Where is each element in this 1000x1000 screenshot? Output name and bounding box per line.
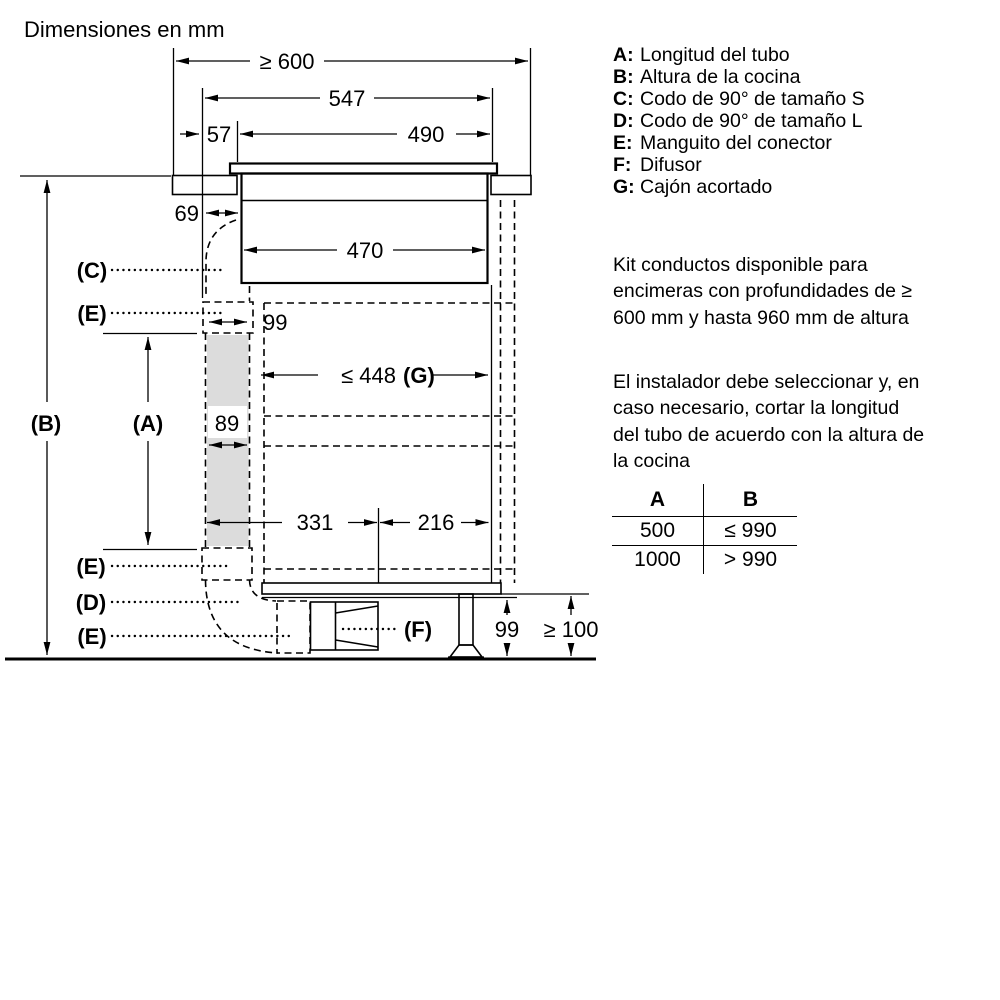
label-f: (F) [403,617,433,642]
label-e2-leader [76,554,227,579]
dim-57-value: 57 [206,122,232,147]
legend-text-a: Longitud del tubo [640,44,790,66]
label-e3: (E) [77,624,107,649]
dim-448-drawer [261,363,488,388]
dim-a-tube [103,334,197,550]
note-installer-line: caso necesario, cortar la longitud [613,397,900,420]
note-kit [613,252,985,331]
elbow-l [206,580,279,653]
dim-100-min [544,596,599,656]
note-kit-line: 600 mm y hasta 960 mm de altura [613,306,909,329]
dim-depth-600-value: ≥ 600 [259,49,315,74]
legend-item-f [613,154,865,176]
dim-89-value: 89 [214,411,240,436]
legend-item-e [613,132,865,154]
label-c-leader [77,258,222,283]
cooktop-glass [230,164,497,174]
legend-text-f: Difusor [640,154,702,176]
label-b: (B) [30,411,62,436]
label-d-leader [76,590,240,615]
dim-448-value: ≤ 448 [341,363,396,388]
dim-99-bottom-value: 99 [494,617,520,642]
diffuser [311,602,433,650]
table-cell: ≤ 990 [704,516,797,545]
note-kit-line: Kit conductos disponible para [613,254,868,276]
dim-547-value: 547 [328,86,366,111]
legend-item-g [613,176,865,198]
legend-item-b [613,66,865,88]
legend-key-a: A: [613,44,634,66]
legend-text-g: Cajón acortado [640,176,773,198]
legend-key-d: D: [613,110,634,132]
dim-57-490 [180,121,490,162]
legend-key-g: G: [613,176,635,198]
dim-b-height [31,180,62,655]
cooktop [230,164,497,284]
elbow-s [206,220,250,301]
table-cell: 1000 [612,545,704,574]
legend-text-e: Manguito del conector [640,132,832,154]
dim-490-value: 490 [407,122,445,147]
label-e3-leader [77,624,292,649]
dim-470-value: 470 [346,238,384,263]
table-header-a: A [612,484,704,516]
dim-470 [244,238,485,263]
table-cell: > 990 [704,545,797,574]
label-a: (A) [132,411,164,436]
worktop-section-left [173,176,238,195]
page-title: Dimensiones en mm [24,17,225,42]
table-header-b: B [742,488,759,511]
table-cell: 500 [612,516,704,545]
dim-depth-600 [174,48,531,175]
note-installer-line: la cocina [613,449,690,472]
worktop [20,176,531,195]
legend-text-c: Codo de 90° de tamaño S [640,88,865,110]
legend-text-d: Codo de 90° de tamaño L [640,110,863,132]
cabinet-foot [448,594,484,658]
dim-331-216 [207,285,492,583]
legend [613,44,865,198]
cooktop-body [242,174,488,284]
dim-69 [175,201,238,226]
dim-99-bottom [495,600,519,656]
dim-331-value: 331 [296,510,334,535]
plinth-panel [262,583,589,598]
worktop-section-right [491,176,531,195]
legend-item-a [613,44,865,66]
connector-sleeve-top [203,302,287,335]
label-e2: (E) [76,554,106,579]
legend-key-b: B: [613,66,634,88]
tube [206,333,250,548]
label-c: (C) [76,258,108,283]
label-g: (G) [403,363,435,388]
connector-sleeve-bottom [277,601,310,653]
dim-100-min-value: ≥ 100 [543,617,599,642]
legend-key-c: C: [613,88,634,110]
note-installer-line: El instalador debe seleccionar y, en [613,371,920,393]
label-e1: (E) [77,301,107,326]
connector-sleeve-mid [202,548,252,580]
note-installer-line: del tubo de acuerdo con la altura de [613,423,925,446]
legend-item-d [613,110,865,132]
note-installer [613,369,985,474]
dim-99-connector-value: 99 [263,310,288,335]
legend-key-e: E: [613,132,633,154]
legend-key-f: F: [613,154,632,176]
dim-69-value: 69 [174,201,199,226]
note-kit-line: encimeras con profundidades de ≥ [613,280,913,303]
dim-216-value: 216 [417,510,455,535]
legend-text-b: Altura de la cocina [640,66,801,88]
label-d: (D) [75,590,107,615]
tube-length-table [612,484,797,574]
dim-547 [203,86,493,298]
legend-item-c [613,88,865,110]
